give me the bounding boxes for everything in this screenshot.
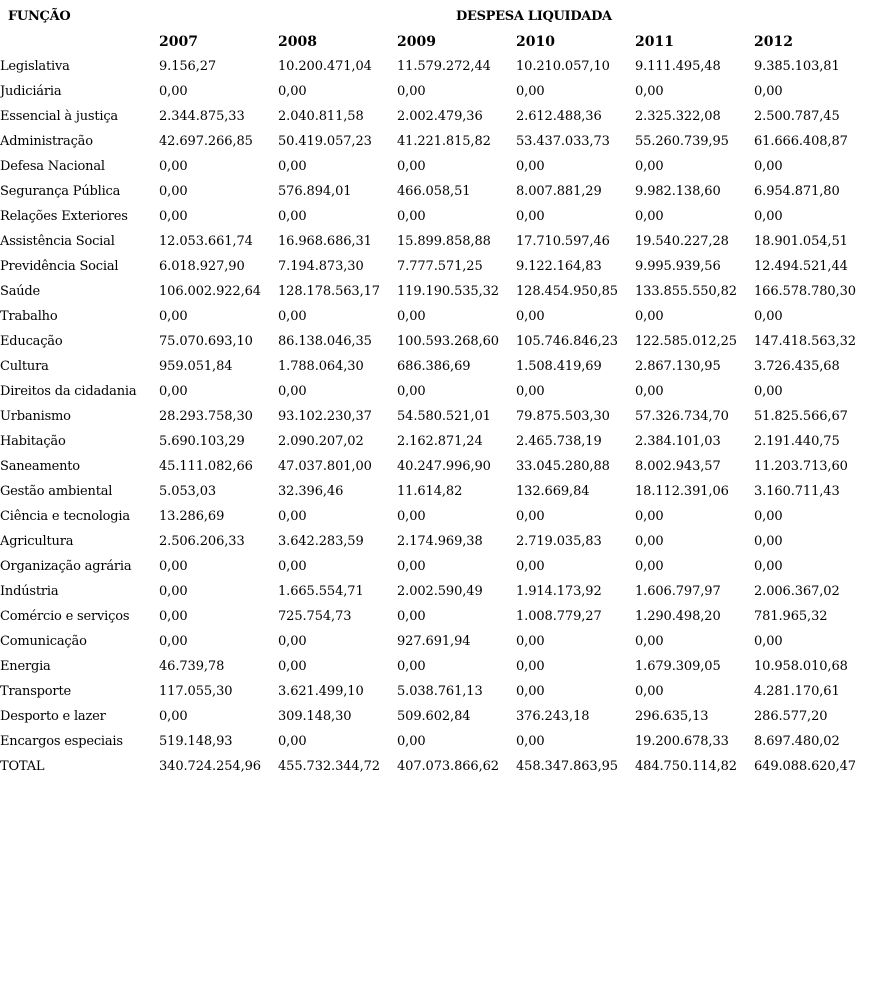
table-row (0, 304, 873, 329)
value-cell: 8.007.881,29 (516, 184, 602, 199)
table-row (0, 679, 873, 704)
value-cell: 46.739,78 (159, 659, 225, 674)
value-cell: 0,00 (754, 534, 783, 549)
table-body (0, 54, 873, 779)
value-cell: 18.112.391,06 (635, 484, 729, 499)
value-cell: 0,00 (635, 159, 664, 174)
value-cell: 5.690.103,29 (159, 434, 245, 449)
value-cell: 9.111.495,48 (635, 59, 721, 74)
table-row (0, 204, 873, 229)
value-cell: 0,00 (397, 734, 426, 749)
value-cell: 3.621.499,10 (278, 684, 364, 699)
value-cell: 0,00 (516, 209, 545, 224)
value-cell: 1.508.419,69 (516, 359, 602, 374)
table-row (0, 79, 873, 104)
value-cell: 2.090.207,02 (278, 434, 364, 449)
value-cell: 0,00 (397, 84, 426, 99)
value-cell: 19.540.227,28 (635, 234, 729, 249)
value-cell: 0,00 (159, 709, 188, 724)
value-cell: 2.002.479,36 (397, 109, 483, 124)
value-cell: 286.577,20 (754, 709, 828, 724)
table-row (0, 104, 873, 129)
value-cell: 0,00 (278, 634, 307, 649)
value-cell: 0,00 (278, 659, 307, 674)
table-row (0, 379, 873, 404)
value-cell: 6.018.927,90 (159, 259, 245, 274)
value-cell: 1.914.173,92 (516, 584, 602, 599)
value-cell: 2.465.738,19 (516, 434, 602, 449)
value-cell: 927.691,94 (397, 634, 471, 649)
row-label: Essencial à justiça (0, 109, 118, 124)
table-row (0, 654, 873, 679)
value-cell: 9.122.164,83 (516, 259, 602, 274)
row-label: Educação (0, 334, 63, 349)
value-cell: 0,00 (754, 634, 783, 649)
value-cell: 458.347.863,95 (516, 759, 618, 774)
value-cell: 376.243,18 (516, 709, 590, 724)
value-cell: 0,00 (159, 384, 188, 399)
value-cell: 509.602,84 (397, 709, 471, 724)
table-row (0, 479, 873, 504)
year-header: 2011 (635, 33, 674, 50)
value-cell: 128.178.563,17 (278, 284, 380, 299)
value-cell: 484.750.114,82 (635, 759, 737, 774)
value-cell: 0,00 (278, 309, 307, 324)
value-cell: 0,00 (754, 209, 783, 224)
value-cell: 1.665.554,71 (278, 584, 364, 599)
value-cell: 11.203.713,60 (754, 459, 848, 474)
value-cell: 0,00 (397, 509, 426, 524)
value-cell: 1.679.309,05 (635, 659, 721, 674)
value-cell: 0,00 (635, 534, 664, 549)
value-cell: 8.002.943,57 (635, 459, 721, 474)
row-label: Administração (0, 134, 93, 149)
value-cell: 2.344.875,33 (159, 109, 245, 124)
table-row (0, 604, 873, 629)
year-header: 2010 (516, 33, 555, 50)
row-label: Legislativa (0, 59, 70, 74)
header-row (0, 0, 874, 25)
value-cell: 15.899.858,88 (397, 234, 491, 249)
value-cell: 3.642.283,59 (278, 534, 364, 549)
value-cell: 2.384.101,03 (635, 434, 721, 449)
value-cell: 0,00 (516, 309, 545, 324)
row-label: Cultura (0, 359, 49, 374)
value-cell: 0,00 (397, 309, 426, 324)
value-cell: 0,00 (159, 309, 188, 324)
value-cell: 5.038.761,13 (397, 684, 483, 699)
value-cell: 1.788.064,30 (278, 359, 364, 374)
value-cell: 649.088.620,47 (754, 759, 856, 774)
value-cell: 0,00 (159, 209, 188, 224)
value-cell: 2.174.969,38 (397, 534, 483, 549)
value-cell: 0,00 (516, 84, 545, 99)
value-cell: 0,00 (159, 84, 188, 99)
value-cell: 100.593.268,60 (397, 334, 499, 349)
row-label: Segurança Pública (0, 184, 121, 199)
value-cell: 9.995.939,56 (635, 259, 721, 274)
value-cell: 106.002.922,64 (159, 284, 261, 299)
row-label: Organização agrária (0, 559, 132, 574)
value-cell: 47.037.801,00 (278, 459, 372, 474)
row-label: Previdência Social (0, 259, 119, 274)
value-cell: 0,00 (516, 659, 545, 674)
row-label: Ciência e tecnologia (0, 509, 130, 524)
value-cell: 9.982.138,60 (635, 184, 721, 199)
value-cell: 2.191.440,75 (754, 434, 840, 449)
value-cell: 0,00 (754, 309, 783, 324)
value-cell: 0,00 (278, 84, 307, 99)
value-cell: 2.006.367,02 (754, 584, 840, 599)
value-cell: 0,00 (159, 159, 188, 174)
value-cell: 0,00 (754, 384, 783, 399)
row-label: Trabalho (0, 309, 58, 324)
value-cell: 6.954.871,80 (754, 184, 840, 199)
table-row (0, 554, 873, 579)
value-cell: 2.867.130,95 (635, 359, 721, 374)
table-row (0, 129, 873, 154)
table-row (0, 504, 873, 529)
value-cell: 3.160.711,43 (754, 484, 840, 499)
value-cell: 0,00 (397, 659, 426, 674)
value-cell: 19.200.678,33 (635, 734, 729, 749)
value-cell: 0,00 (159, 634, 188, 649)
value-cell: 133.855.550,82 (635, 284, 737, 299)
value-cell: 1.606.797,97 (635, 584, 721, 599)
value-cell: 132.669,84 (516, 484, 590, 499)
value-cell: 122.585.012,25 (635, 334, 737, 349)
value-cell: 9.385.103,81 (754, 59, 840, 74)
value-cell: 0,00 (635, 84, 664, 99)
value-cell: 0,00 (516, 559, 545, 574)
value-cell: 16.968.686,31 (278, 234, 372, 249)
value-cell: 0,00 (278, 559, 307, 574)
row-label: Habitação (0, 434, 66, 449)
value-cell: 0,00 (516, 384, 545, 399)
value-cell: 53.437.033,73 (516, 134, 610, 149)
value-cell: 466.058,51 (397, 184, 471, 199)
value-cell: 519.148,93 (159, 734, 233, 749)
year-header: 2008 (278, 33, 317, 50)
value-cell: 105.746.846,23 (516, 334, 618, 349)
value-cell: 41.221.815,82 (397, 134, 491, 149)
value-cell: 0,00 (397, 209, 426, 224)
value-cell: 2.500.787,45 (754, 109, 840, 124)
row-label: Agricultura (0, 534, 74, 549)
value-cell: 18.901.054,51 (754, 234, 848, 249)
value-cell: 12.494.521,44 (754, 259, 848, 274)
value-cell: 0,00 (635, 559, 664, 574)
value-cell: 0,00 (516, 684, 545, 699)
value-cell: 166.578.780,30 (754, 284, 856, 299)
value-cell: 0,00 (278, 509, 307, 524)
row-label: Desporto e lazer (0, 709, 106, 724)
value-cell: 0,00 (278, 384, 307, 399)
value-cell: 1.290.498,20 (635, 609, 721, 624)
value-cell: 11.614,82 (397, 484, 463, 499)
value-cell: 0,00 (754, 559, 783, 574)
value-cell: 12.053.661,74 (159, 234, 253, 249)
row-label: Encargos especiais (0, 734, 123, 749)
value-cell: 725.754,73 (278, 609, 352, 624)
value-cell: 93.102.230,37 (278, 409, 372, 424)
despesa-liquidada-header: DESPESA LIQUIDADA (456, 9, 612, 24)
table-row (0, 579, 873, 604)
value-cell: 2.325.322,08 (635, 109, 721, 124)
value-cell: 117.055,30 (159, 684, 233, 699)
value-cell: 7.777.571,25 (397, 259, 483, 274)
value-cell: 0,00 (754, 159, 783, 174)
value-cell: 0,00 (159, 559, 188, 574)
value-cell: 0,00 (635, 684, 664, 699)
year-header: 2012 (754, 33, 793, 50)
empty-header-cell (0, 29, 159, 54)
value-cell: 0,00 (397, 609, 426, 624)
value-cell: 407.073.866,62 (397, 759, 499, 774)
value-cell: 0,00 (159, 584, 188, 599)
table-row (0, 704, 873, 729)
value-cell: 2.002.590,49 (397, 584, 483, 599)
value-cell: 40.247.996,90 (397, 459, 491, 474)
value-cell: 4.281.170,61 (754, 684, 840, 699)
value-cell: 296.635,13 (635, 709, 709, 724)
value-cell: 0,00 (635, 509, 664, 524)
year-header: 2007 (159, 33, 198, 50)
value-cell: 5.053,03 (159, 484, 217, 499)
value-cell: 0,00 (159, 609, 188, 624)
value-cell: 61.666.408,87 (754, 134, 848, 149)
value-cell: 309.148,30 (278, 709, 352, 724)
value-cell: 10.200.471,04 (278, 59, 372, 74)
row-label: Direitos da cidadania (0, 384, 137, 399)
value-cell: 0,00 (516, 159, 545, 174)
value-cell: 2.040.811,58 (278, 109, 364, 124)
value-cell: 10.210.057,10 (516, 59, 610, 74)
value-cell: 147.418.563,32 (754, 334, 856, 349)
expense-table (0, 29, 873, 779)
value-cell: 0,00 (516, 734, 545, 749)
value-cell: 51.825.566,67 (754, 409, 848, 424)
value-cell: 2.162.871,24 (397, 434, 483, 449)
table-row (0, 454, 873, 479)
table-row (0, 229, 873, 254)
value-cell: 3.726.435,68 (754, 359, 840, 374)
funcao-header: FUNÇÃO (8, 9, 71, 24)
value-cell: 8.697.480,02 (754, 734, 840, 749)
row-label: Comércio e serviços (0, 609, 130, 624)
value-cell: 0,00 (635, 309, 664, 324)
value-cell: 2.719.035,83 (516, 534, 602, 549)
table-row (0, 629, 873, 654)
row-label: TOTAL (0, 759, 45, 774)
value-cell: 9.156,27 (159, 59, 217, 74)
value-cell: 10.958.010,68 (754, 659, 848, 674)
row-label: Gestão ambiental (0, 484, 113, 499)
table-row (0, 254, 873, 279)
value-cell: 33.045.280,88 (516, 459, 610, 474)
year-header: 2009 (397, 33, 436, 50)
row-label: Comunicação (0, 634, 87, 649)
value-cell: 128.454.950,85 (516, 284, 618, 299)
value-cell: 32.396,46 (278, 484, 344, 499)
value-cell: 2.506.206,33 (159, 534, 245, 549)
table-row (0, 154, 873, 179)
table-row (0, 529, 873, 554)
value-cell: 0,00 (516, 509, 545, 524)
value-cell: 13.286,69 (159, 509, 225, 524)
value-cell: 686.386,69 (397, 359, 471, 374)
row-label: Relações Exteriores (0, 209, 128, 224)
value-cell: 42.697.266,85 (159, 134, 253, 149)
value-cell: 119.190.535,32 (397, 284, 499, 299)
value-cell: 17.710.597,46 (516, 234, 610, 249)
value-cell: 781.965,32 (754, 609, 828, 624)
value-cell: 0,00 (278, 734, 307, 749)
row-label: Defesa Nacional (0, 159, 105, 174)
value-cell: 28.293.758,30 (159, 409, 253, 424)
table-row (0, 404, 873, 429)
table-row (0, 754, 873, 779)
row-label: Indústria (0, 584, 59, 599)
value-cell: 0,00 (397, 384, 426, 399)
table-row (0, 354, 873, 379)
value-cell: 0,00 (397, 159, 426, 174)
value-cell: 55.260.739,95 (635, 134, 729, 149)
row-label: Assistência Social (0, 234, 115, 249)
value-cell: 75.070.693,10 (159, 334, 253, 349)
row-label: Energia (0, 659, 51, 674)
value-cell: 1.008.779,27 (516, 609, 602, 624)
value-cell: 0,00 (159, 184, 188, 199)
value-cell: 340.724.254,96 (159, 759, 261, 774)
value-cell: 0,00 (754, 84, 783, 99)
row-label: Saúde (0, 284, 41, 299)
value-cell: 959.051,84 (159, 359, 233, 374)
value-cell: 576.894,01 (278, 184, 352, 199)
value-cell: 0,00 (635, 634, 664, 649)
value-cell: 7.194.873,30 (278, 259, 364, 274)
value-cell: 0,00 (397, 559, 426, 574)
value-cell: 2.612.488,36 (516, 109, 602, 124)
value-cell: 57.326.734,70 (635, 409, 729, 424)
row-label: Transporte (0, 684, 71, 699)
row-label: Urbanismo (0, 409, 71, 424)
value-cell: 0,00 (278, 159, 307, 174)
table-row (0, 429, 873, 454)
value-cell: 11.579.272,44 (397, 59, 491, 74)
table-row (0, 279, 873, 304)
value-cell: 54.580.521,01 (397, 409, 491, 424)
table-row (0, 329, 873, 354)
table-row (0, 179, 873, 204)
year-header-row (0, 29, 873, 54)
table-row (0, 729, 873, 754)
value-cell: 79.875.503,30 (516, 409, 610, 424)
value-cell: 0,00 (278, 209, 307, 224)
value-cell: 0,00 (635, 384, 664, 399)
row-label: Judiciária (0, 84, 62, 99)
value-cell: 50.419.057,23 (278, 134, 372, 149)
value-cell: 45.111.082,66 (159, 459, 253, 474)
value-cell: 0,00 (754, 509, 783, 524)
table-row (0, 54, 873, 79)
value-cell: 86.138.046,35 (278, 334, 372, 349)
value-cell: 0,00 (635, 209, 664, 224)
value-cell: 455.732.344,72 (278, 759, 380, 774)
value-cell: 0,00 (516, 634, 545, 649)
row-label: Saneamento (0, 459, 80, 474)
